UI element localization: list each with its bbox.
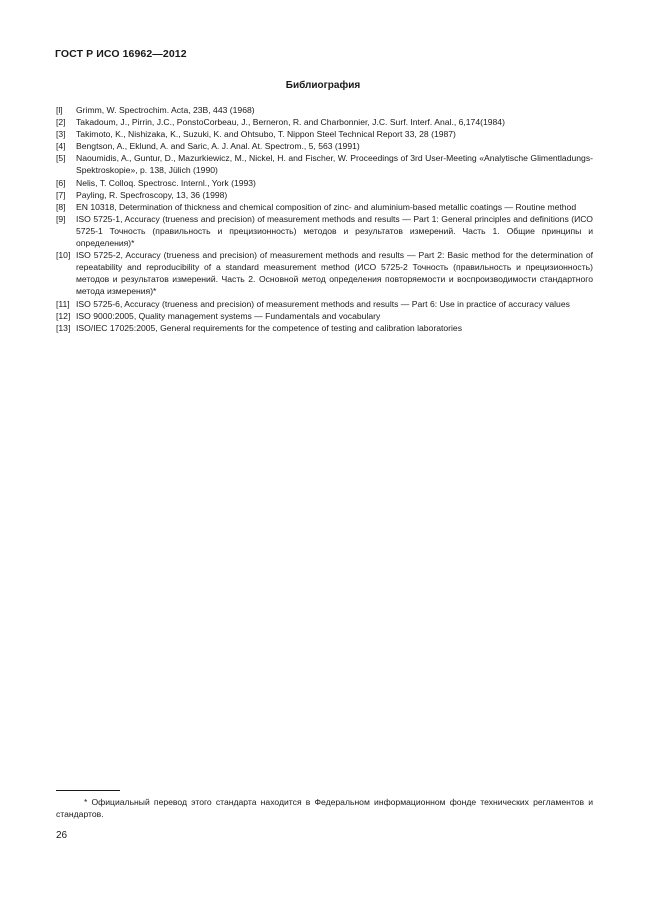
reference-number: [7] — [56, 189, 66, 200]
reference-number: [l] — [56, 105, 63, 115]
reference-number: [9] — [56, 213, 66, 224]
reference-number: [4] — [56, 141, 66, 152]
reference-text: Payling, R. Specfroscopy, 13, 36 (1998) — [76, 189, 228, 200]
reference-text: ISO 5725-2, Accuracy (trueness and precision) of measurement methods and results — Part 2: Basic method for the determination of repeatability and reproducibility of a standard measurement method (ИСО 5725-2 Точность (правильность и прецизионность) методов и результатов измерений. Часть 2. Основной метод определения повторяемости и воспроизводимости стандартного метода измерения)* — [76, 250, 593, 297]
reference-item — [56, 189, 593, 201]
document-code: ГОСТ Р ИСО 16962—2012 — [55, 48, 187, 60]
reference-text: Nelis, T. Colloq. Spectrosc. Internl., York (1993) — [76, 177, 256, 188]
reference-number: [11] — [56, 298, 70, 309]
reference-text: ISO/IEC 17025:2005, General requirements for the competence of testing and calibration laboratories — [76, 322, 462, 333]
reference-number: [5] — [56, 153, 66, 164]
reference-item — [56, 249, 593, 297]
reference-number: [3] — [56, 129, 66, 140]
footnote: * Официальный перевод этого стандарта находится в Федеральном информационном фонде технических регламентов и стандартов. — [56, 797, 593, 820]
page-number: 26 — [56, 830, 68, 841]
reference-list — [56, 104, 593, 334]
bibliography-title: Библиография — [285, 80, 361, 91]
reference-number: [6] — [56, 177, 66, 188]
reference-item — [56, 310, 593, 322]
reference-text: ISO 9000:2005, Quality management systems — Fundamentals and vocabulary — [76, 310, 381, 321]
reference-text: Takadoum, J., Pirrin, J.C., PonstoCorbeau, J., Berneron, R. and Charbonnier, J.C. Surf. Interf. Anal., 6,174(1984) — [76, 117, 505, 128]
reference-item — [56, 298, 593, 310]
reference-item — [56, 116, 593, 128]
reference-item — [56, 322, 593, 334]
reference-item — [56, 140, 593, 152]
reference-text: EN 10318, Determination of thickness and chemical composition of zinc- and aluminium-based metallic coatings — Routine method — [76, 201, 577, 212]
reference-number: [13] — [56, 322, 71, 333]
reference-item — [56, 104, 593, 116]
footnote-divider — [56, 790, 120, 791]
reference-number: [2] — [56, 117, 66, 128]
reference-text: ISO 5725-1, Accuracy (trueness and precision) of measurement methods and results — Part 1: General principles and definitions (ИСО 5725-1 Точность (правильность и прецизионность) методов и результатов измерений. Часть 1. Общие принципы и определения)* — [76, 213, 593, 249]
reference-item — [56, 201, 593, 213]
reference-number: [8] — [56, 201, 66, 212]
reference-number: [10] — [56, 250, 71, 261]
reference-text: Grimm, W. Spectrochim. Acta, 23B, 443 (1968) — [76, 105, 255, 115]
reference-item — [56, 213, 593, 249]
reference-text: Takimoto, K., Nishizaka, K., Suzuki, K. and Ohtsubo, T. Nippon Steel Technical Report 33, 28 (1987) — [76, 129, 456, 140]
reference-item — [56, 128, 593, 140]
reference-text: Bengtson, A., Eklund, A. and Saric, A. J. Anal. At. Spectrom., 5, 563 (1991) — [76, 141, 360, 152]
reference-text: Naoumidis, A., Guntur, D., Mazurkiewicz, M., Nickel, H. and Fischer, W. Proceedings of 3rd User-Meeting «Analytische Glimentladungs-Spektroskopie», p. 138, Jülich (1990) — [76, 153, 593, 176]
reference-text: ISO 5725-6, Accuracy (trueness and precision) of measurement methods and results — Part 6: Use in practice of accuracy values — [76, 298, 570, 309]
reference-item — [56, 177, 593, 189]
reference-item — [56, 152, 593, 176]
reference-number: [12] — [56, 310, 71, 321]
